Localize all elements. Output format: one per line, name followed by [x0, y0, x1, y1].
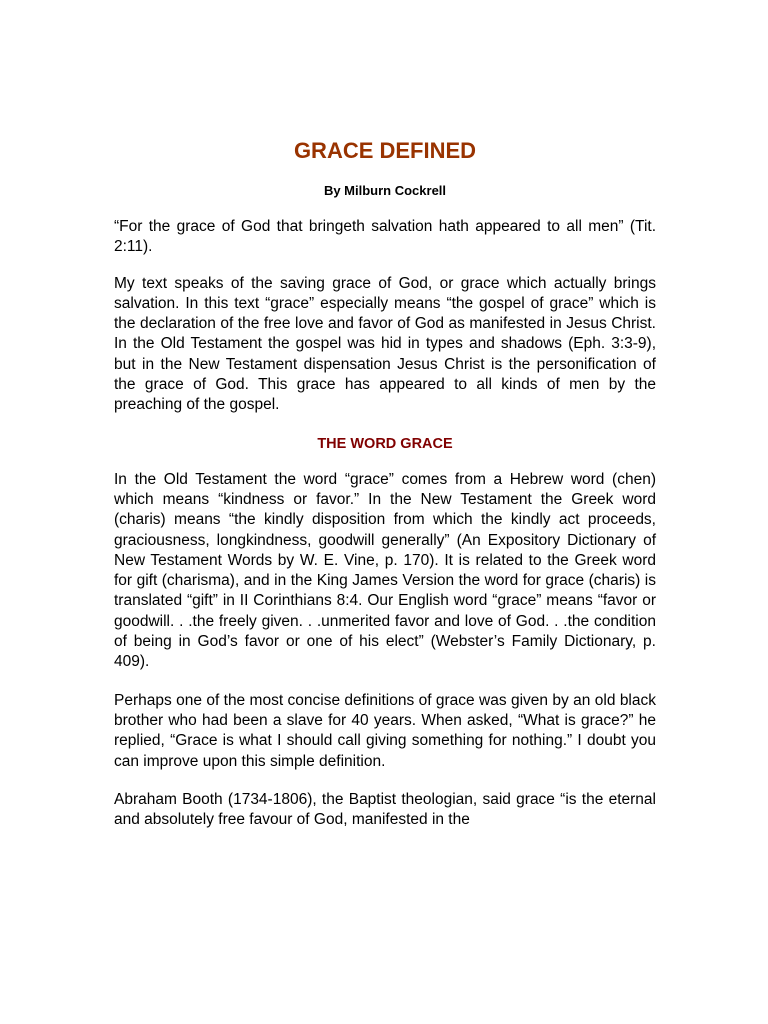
- word-origin-paragraph: In the Old Testament the word “grace” comes from a Hebrew word (chen) which means “kindness or favor.” In the New Testament the Greek word (charis) means “the kindly disposition from which the kindly act proceeds, graciousness, longkindness, goodwill generally” (An Expository Dictionary of New Testament Words by W. E. Vine, p. 170). It is related to the Greek word for gift (charisma), and in the King James Version the word for grace (charis) is translated “gift” in II Corinthians 8:4. Our English word “grace” means “favor or goodwill. . .the freely given. . .unmerited favor and love of God. . .the condition of being in God’s favor or one of his elect” (Webster’s Family Dictionary, p. 409).: [114, 470, 656, 671]
- document-body: [114, 136, 656, 830]
- scripture-quote-paragraph: “For the grace of God that bringeth salvation hath appeared to all men” (Tit. 2:11).: [114, 218, 656, 256]
- booth-quote-paragraph: Abraham Booth (1734-1806), the Baptist theologian, said grace “is the eternal and absolutely free favour of God, manifested in the: [114, 790, 656, 829]
- section-heading: THE WORD GRACE: [317, 435, 453, 452]
- intro-paragraph: My text speaks of the saving grace of God, or grace which actually brings salvation. In this text “grace” especially means “the gospel of grace” which is the declaration of the free love and favor of God as manifested in Jesus Christ. In the Old Testament the gospel was hid in types and shadows (Eph. 3:3-9), but in the New Testament dispensation Jesus Christ is the personification of the grace of God. This grace has appeared to all kinds of men by the preaching of the gospel.: [114, 274, 656, 414]
- author-line: By Milburn Cockrell: [323, 183, 447, 198]
- definition-anecdote-paragraph: Perhaps one of the most concise definitions of grace was given by an old black brother who had been a slave for 40 years. When asked, “What is grace?” he replied, “Grace is what I should call giving something for nothing.” I doubt you can improve upon this simple definition.: [114, 691, 656, 770]
- document-title: GRACE DEFINED: [293, 138, 477, 163]
